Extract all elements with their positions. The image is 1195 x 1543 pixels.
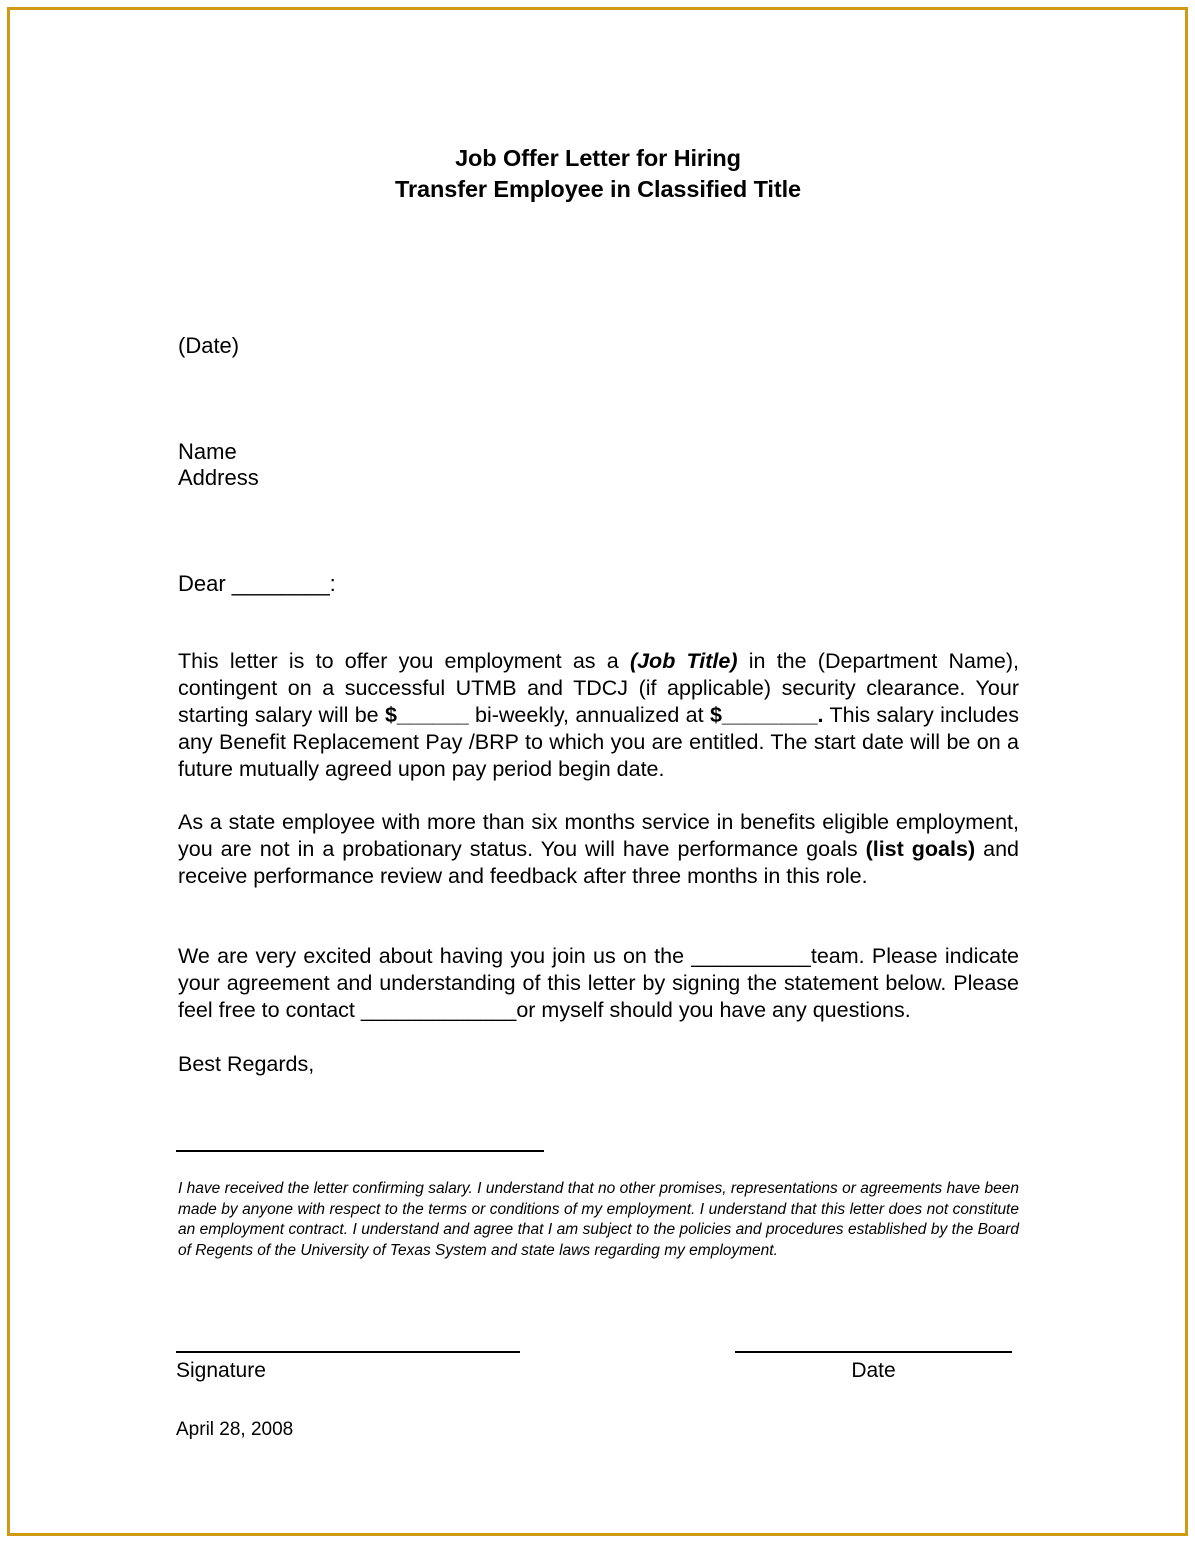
employee-signature-rule (176, 1351, 520, 1353)
paragraph-offer (178, 648, 1019, 783)
team-name-blank: __________ (691, 943, 811, 968)
offer-text-part-1: This letter is to offer you employment as a (178, 648, 630, 673)
date-placeholder: (Date) (178, 333, 240, 358)
paragraph-welcome (178, 943, 1019, 1024)
footer-revision-date: April 28, 2008 (176, 1419, 294, 1440)
contact-name-blank: _____________ (360, 997, 517, 1022)
recipient-name: Name (178, 439, 237, 464)
job-title-placeholder: (Job Title) (629, 648, 738, 673)
paragraph-probation (178, 809, 1019, 890)
date-label: Date (851, 1359, 896, 1382)
recipient-address: Address (178, 465, 259, 490)
list-goals-placeholder: (list goals) (865, 836, 976, 861)
salutation: Dear ________: (178, 571, 336, 596)
employee-date-rule (735, 1351, 1012, 1353)
sender-signature-rule (176, 1150, 544, 1152)
biweekly-salary-placeholder: $______ (384, 702, 469, 727)
closing-salutation: Best Regards, (178, 1052, 315, 1076)
document-title-line-1: Job Offer Letter for Hiring (455, 145, 741, 171)
welcome-text-part-1: We are very excited about having you join us on the (178, 943, 692, 968)
welcome-text-part-2: team. Please indicate your agreement and understanding of this letter by signing the statement below. Please feel free to contact (178, 943, 1020, 1022)
document-title (178, 143, 1018, 205)
offer-text-part-3: bi-weekly, annualized at (468, 702, 710, 727)
document-title-line-2: Transfer Employee in Classified Title (395, 176, 801, 202)
welcome-text-part-3: or myself should you have any questions. (516, 997, 911, 1022)
acknowledgement-statement: I have received the letter confirming salary. I understand that no other promises, representations or agreements have been made by anyone with respect to the terms or conditions of my employment. I understand that this letter does not constitute an employment contract. I understand and agree that I am subject to the policies and procedures established by the Board of Regents of the University of Texas System and state laws regarding my employment. (178, 1180, 1019, 1259)
probation-text-part-1: As a state employee with more than six months service in benefits eligible employment, you are not in a probationary status. You will have performance goals (178, 809, 1019, 861)
offer-text-part-2: in the (Department Name), contingent on a successful UTMB and TDCJ (if applicable) security clearance. Your starting salary will be (178, 648, 1019, 727)
offer-text-part-4: This salary includes any Benefit Replacement Pay /BRP to which you are entitled. The start date will be on a future mutually agreed upon pay period begin date. (178, 702, 1019, 781)
annual-salary-placeholder: $________. (709, 702, 824, 727)
probation-text-part-2: and receive performance review and feedback after three months in this role. (178, 836, 1019, 888)
signature-label: Signature (176, 1359, 266, 1382)
